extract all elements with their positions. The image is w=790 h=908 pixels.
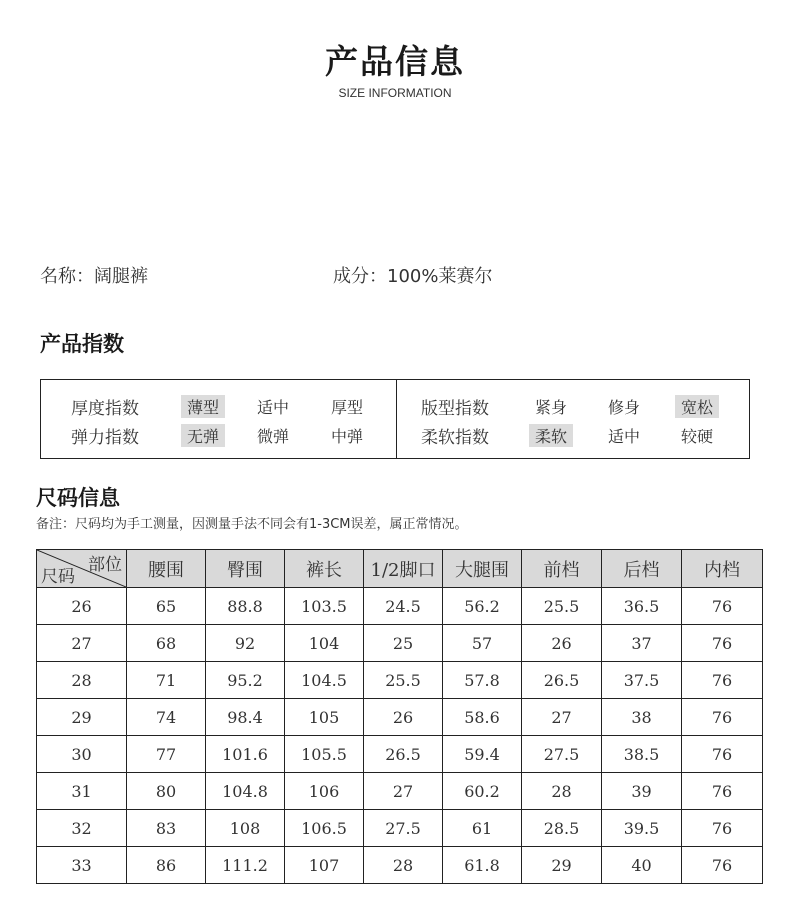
measurement-cell: 105 bbox=[285, 699, 364, 736]
measurement-cell: 27.5 bbox=[522, 736, 602, 773]
measurement-cell: 36.5 bbox=[602, 588, 682, 625]
measurement-cell: 28.5 bbox=[522, 810, 602, 847]
size-cell: 32 bbox=[37, 810, 127, 847]
col-header-inseam: 内档 bbox=[682, 550, 763, 588]
measurement-cell: 25 bbox=[364, 625, 443, 662]
thickness-label: 厚度指数 bbox=[71, 399, 139, 419]
table-row bbox=[37, 699, 763, 736]
fit-label: 版型指数 bbox=[421, 399, 489, 419]
thickness-option-thick: 厚型 bbox=[331, 398, 364, 417]
size-cell: 27 bbox=[37, 625, 127, 662]
size-cell: 31 bbox=[37, 773, 127, 810]
fit-option-tight: 紧身 bbox=[535, 398, 568, 417]
measurement-cell: 58.6 bbox=[443, 699, 522, 736]
size-note: 备注：尺码均为手工测量，因测量手法不同会有1-3CM误差，属正常情况。 bbox=[36, 517, 468, 532]
product-composition: 成分：100%莱赛尔 bbox=[333, 266, 493, 287]
elasticity-option-none: 无弹 bbox=[181, 424, 225, 447]
measurement-cell: 77 bbox=[127, 736, 206, 773]
size-cell: 28 bbox=[37, 662, 127, 699]
measurement-cell: 38 bbox=[602, 699, 682, 736]
table-row bbox=[37, 662, 763, 699]
measurement-cell: 37 bbox=[602, 625, 682, 662]
measurement-cell: 38.5 bbox=[602, 736, 682, 773]
measurement-cell: 92 bbox=[206, 625, 285, 662]
fit-option-slim: 修身 bbox=[608, 398, 641, 417]
size-table-body bbox=[37, 588, 763, 884]
measurement-cell: 26.5 bbox=[364, 736, 443, 773]
col-header-waist: 腰围 bbox=[127, 550, 206, 588]
size-table bbox=[36, 549, 763, 884]
measurement-cell: 83 bbox=[127, 810, 206, 847]
measurement-cell: 68 bbox=[127, 625, 206, 662]
size-table-header bbox=[37, 550, 763, 588]
measurement-cell: 26.5 bbox=[522, 662, 602, 699]
measurement-cell: 27 bbox=[364, 773, 443, 810]
measurement-cell: 98.4 bbox=[206, 699, 285, 736]
measurement-cell: 76 bbox=[682, 699, 763, 736]
measurement-cell: 61.8 bbox=[443, 847, 522, 884]
measurement-cell: 57.8 bbox=[443, 662, 522, 699]
table-row bbox=[37, 847, 763, 884]
measurement-cell: 106 bbox=[285, 773, 364, 810]
measurement-cell: 37.5 bbox=[602, 662, 682, 699]
measurement-cell: 101.6 bbox=[206, 736, 285, 773]
measurement-cell: 111.2 bbox=[206, 847, 285, 884]
measurement-cell: 40 bbox=[602, 847, 682, 884]
measurement-cell: 39.5 bbox=[602, 810, 682, 847]
table-row bbox=[37, 810, 763, 847]
measurement-cell: 104.5 bbox=[285, 662, 364, 699]
measurement-cell: 105.5 bbox=[285, 736, 364, 773]
table-row bbox=[37, 773, 763, 810]
softness-option-medium: 适中 bbox=[608, 427, 641, 446]
size-cell: 29 bbox=[37, 699, 127, 736]
measurement-cell: 95.2 bbox=[206, 662, 285, 699]
measurement-cell: 57 bbox=[443, 625, 522, 662]
size-cell: 26 bbox=[37, 588, 127, 625]
measurement-cell: 80 bbox=[127, 773, 206, 810]
index-divider bbox=[396, 380, 397, 458]
measurement-cell: 108 bbox=[206, 810, 285, 847]
corner-size-label: 尺码 bbox=[41, 567, 75, 587]
measurement-cell: 76 bbox=[682, 847, 763, 884]
measurement-cell: 74 bbox=[127, 699, 206, 736]
col-header-hem: 1/2脚口 bbox=[364, 550, 443, 588]
measurement-cell: 103.5 bbox=[285, 588, 364, 625]
col-header-length: 裤长 bbox=[285, 550, 364, 588]
col-header-thigh: 大腿围 bbox=[443, 550, 522, 588]
measurement-cell: 24.5 bbox=[364, 588, 443, 625]
index-box bbox=[40, 379, 750, 459]
thickness-option-medium: 适中 bbox=[257, 398, 290, 417]
measurement-cell: 88.8 bbox=[206, 588, 285, 625]
table-row bbox=[37, 736, 763, 773]
measurement-cell: 39 bbox=[602, 773, 682, 810]
elasticity-option-slight: 微弹 bbox=[257, 427, 290, 446]
measurement-cell: 56.2 bbox=[443, 588, 522, 625]
measurement-cell: 29 bbox=[522, 847, 602, 884]
col-header-hip: 臀围 bbox=[206, 550, 285, 588]
table-row bbox=[37, 625, 763, 662]
measurement-cell: 76 bbox=[682, 588, 763, 625]
measurement-cell: 60.2 bbox=[443, 773, 522, 810]
thickness-option-thin: 薄型 bbox=[181, 395, 225, 418]
page-subtitle: SIZE INFORMATION bbox=[338, 86, 452, 100]
measurement-cell: 76 bbox=[682, 736, 763, 773]
measurement-cell: 61 bbox=[443, 810, 522, 847]
measurement-cell: 106.5 bbox=[285, 810, 364, 847]
measurement-cell: 76 bbox=[682, 625, 763, 662]
measurement-cell: 107 bbox=[285, 847, 364, 884]
measurement-cell: 59.4 bbox=[443, 736, 522, 773]
page-title: 产品信息 bbox=[325, 42, 465, 81]
measurement-cell: 28 bbox=[522, 773, 602, 810]
measurement-cell: 76 bbox=[682, 773, 763, 810]
measurement-cell: 86 bbox=[127, 847, 206, 884]
softness-option-hard: 较硬 bbox=[681, 427, 714, 446]
measurement-cell: 104 bbox=[285, 625, 364, 662]
col-header-front-rise: 前档 bbox=[522, 550, 602, 588]
size-section-title: 尺码信息 bbox=[36, 486, 120, 510]
measurement-cell: 25.5 bbox=[522, 588, 602, 625]
table-row bbox=[37, 588, 763, 625]
col-header-back-rise: 后档 bbox=[602, 550, 682, 588]
measurement-cell: 28 bbox=[364, 847, 443, 884]
softness-label: 柔软指数 bbox=[421, 428, 489, 448]
measurement-cell: 76 bbox=[682, 662, 763, 699]
size-cell: 30 bbox=[37, 736, 127, 773]
softness-option-soft: 柔软 bbox=[529, 424, 573, 447]
elasticity-option-medium: 中弹 bbox=[331, 427, 364, 446]
corner-cell bbox=[37, 550, 127, 588]
measurement-cell: 65 bbox=[127, 588, 206, 625]
measurement-cell: 26 bbox=[364, 699, 443, 736]
corner-part-label: 部位 bbox=[88, 555, 122, 575]
measurement-cell: 27.5 bbox=[364, 810, 443, 847]
measurement-cell: 25.5 bbox=[364, 662, 443, 699]
product-name: 名称：阔腿裤 bbox=[40, 266, 148, 287]
measurement-cell: 71 bbox=[127, 662, 206, 699]
elasticity-label: 弹力指数 bbox=[71, 428, 139, 448]
measurement-cell: 27 bbox=[522, 699, 602, 736]
measurement-cell: 76 bbox=[682, 810, 763, 847]
index-section-title: 产品指数 bbox=[40, 332, 124, 356]
size-cell: 33 bbox=[37, 847, 127, 884]
measurement-cell: 26 bbox=[522, 625, 602, 662]
fit-option-loose: 宽松 bbox=[675, 395, 719, 418]
measurement-cell: 104.8 bbox=[206, 773, 285, 810]
